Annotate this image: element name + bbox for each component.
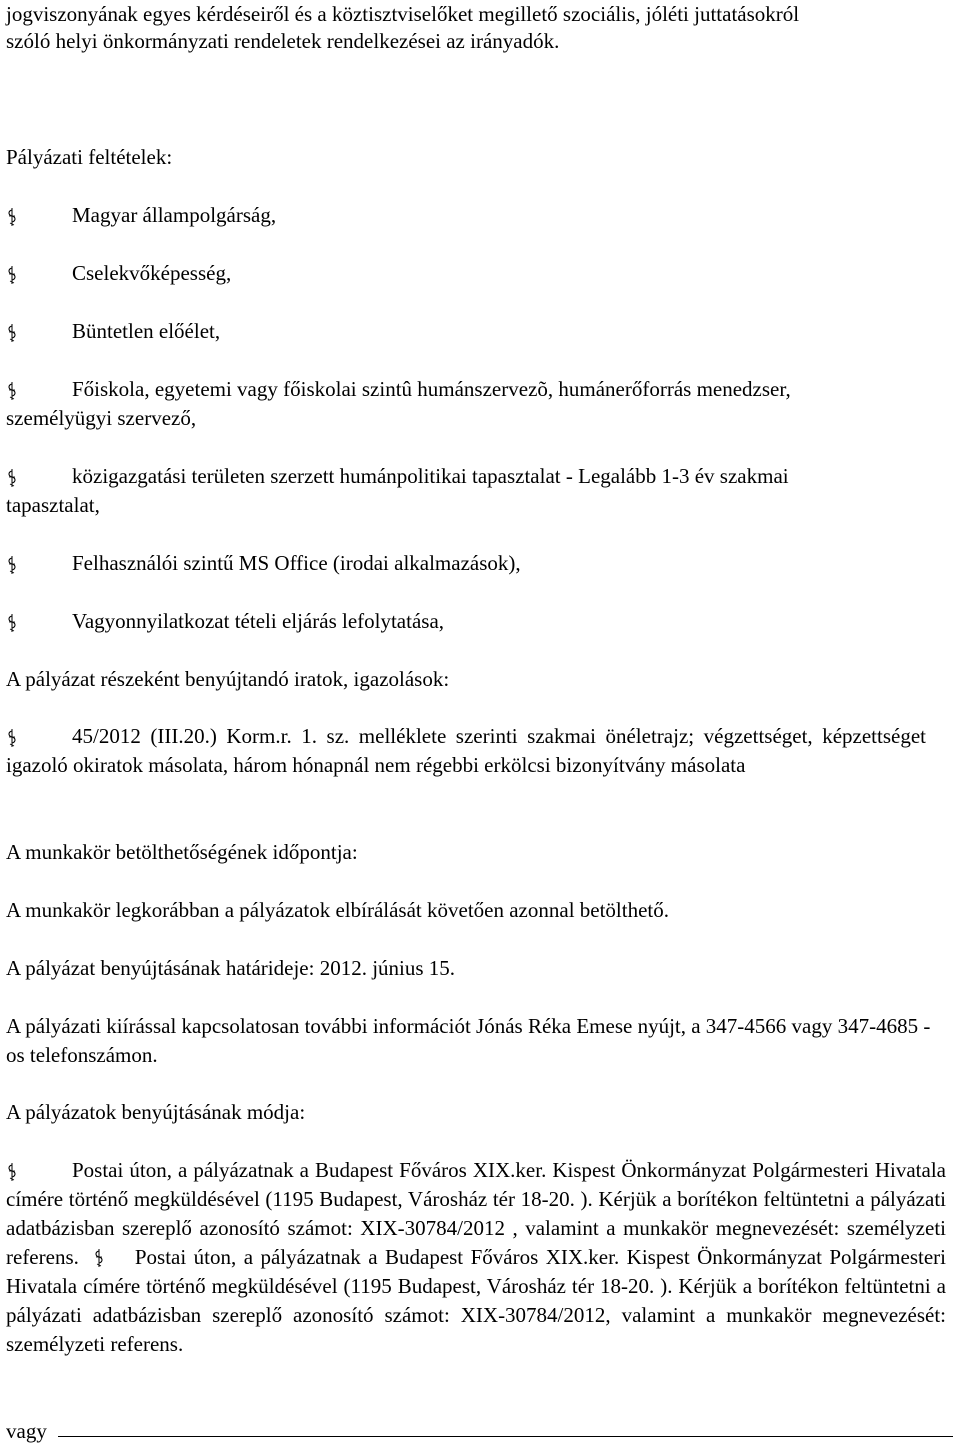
deadline-text: A pályázat benyújtásának határideje: 2012. június 15.	[6, 956, 456, 980]
requirement-text-continued: személyügyi szervező,	[6, 406, 197, 430]
info-text: A pályázati kiírással kapcsolatosan további információt Jónás Réka Emese nyújt, a 347-4566 vagy 347-4685 -os telefonszámon.	[6, 1014, 931, 1067]
start-heading: A munkakör betölthetőségének időpontja:	[6, 840, 358, 864]
start-text: A munkakör legkorábban a pályázatok elbírálását követően azonnal betölthető.	[6, 898, 670, 922]
footer-rule	[58, 1436, 953, 1437]
requirement-text-continued: tapasztalat,	[6, 493, 100, 517]
documents-item-text: 45/2012 (III.20.) Korm.r. 1. sz. melléklete szerinti szakmai önéletrajz; végzettséget, képzettséget igazoló okiratok másolata, három hónapnál nem régebbi erkölcsi bizonyítvány másolata	[6, 724, 926, 777]
footer-word: vagy	[6, 1419, 47, 1443]
ornament-bullet-icon	[6, 381, 18, 401]
ornament-bullet-icon	[6, 1162, 18, 1182]
requirement-text: közigazgatási területen szerzett humánpolitikai tapasztalat - Legalább 1-3 év szakmai	[72, 464, 789, 488]
intro-line-2: szóló helyi önkormányzati rendeletek rendelkezései az irányadók.	[6, 29, 560, 53]
intro-line-1: jogviszonyának egyes kérdéseiről és a köztisztviselőket megillető szociális, jóléti juttatásokról	[6, 2, 800, 26]
requirement-text: Felhasználói szintű MS Office (irodai alkalmazások),	[72, 551, 521, 575]
ornament-bullet-icon	[6, 207, 18, 227]
requirement-text: Vagyonnyilatkozat tételi eljárás lefolytatása,	[72, 609, 445, 633]
submission-text	[6, 1156, 946, 1359]
ornament-bullet-icon	[6, 265, 18, 285]
ornament-bullet-icon	[6, 613, 18, 633]
document-page	[6, 0, 950, 1448]
submission-heading: A pályázatok benyújtásának módja:	[6, 1100, 306, 1124]
ornament-bullet-icon	[6, 728, 18, 748]
submission-part-2: Postai úton, a pályázatnak a Budapest Főváros XIX.ker. Kispest Önkormányzat Polgármesteri Hivatala címére történő megküldésével (1195 Budapest, Városház tér 18-20. ). Kérjük a borítékon feltüntetni a pályázati adatbázisban szereplő azonosító számot: XIX-30784/2012, valamint a munkakör megnevezését: személyzeti referens.	[6, 1245, 946, 1356]
submission-part-1: Postai úton, a pályázatnak a Budapest Főváros XIX.ker. Kispest Önkormányzat Polgármesteri Hivatala címére történő megküldésével (1195 Budapest, Városház tér 18-20. ). Kérjük a borítékon feltüntetni a pályázati adatbázisban szereplő azonosító számot: XIX-30784/2012 , valamint a munkakör megnevezését: személyzeti referens.	[6, 1158, 946, 1269]
ornament-bullet-icon	[6, 323, 18, 343]
ornament-bullet-icon	[6, 468, 18, 488]
ornament-bullet-icon	[6, 555, 18, 575]
documents-item	[6, 722, 926, 780]
ornament-bullet-icon	[93, 1248, 105, 1268]
requirement-text: Büntetlen előélet,	[72, 319, 221, 343]
requirements-heading: Pályázati feltételek:	[6, 145, 173, 169]
requirement-text: Cselekvőképesség,	[72, 261, 232, 285]
requirement-text: Főiskola, egyetemi vagy főiskolai szintû humánszervezõ, humánerőforrás menedzser,	[72, 377, 791, 401]
documents-heading: A pályázat részeként benyújtandó iratok, igazolások:	[6, 667, 450, 691]
requirement-text: Magyar állampolgárság,	[72, 203, 277, 227]
